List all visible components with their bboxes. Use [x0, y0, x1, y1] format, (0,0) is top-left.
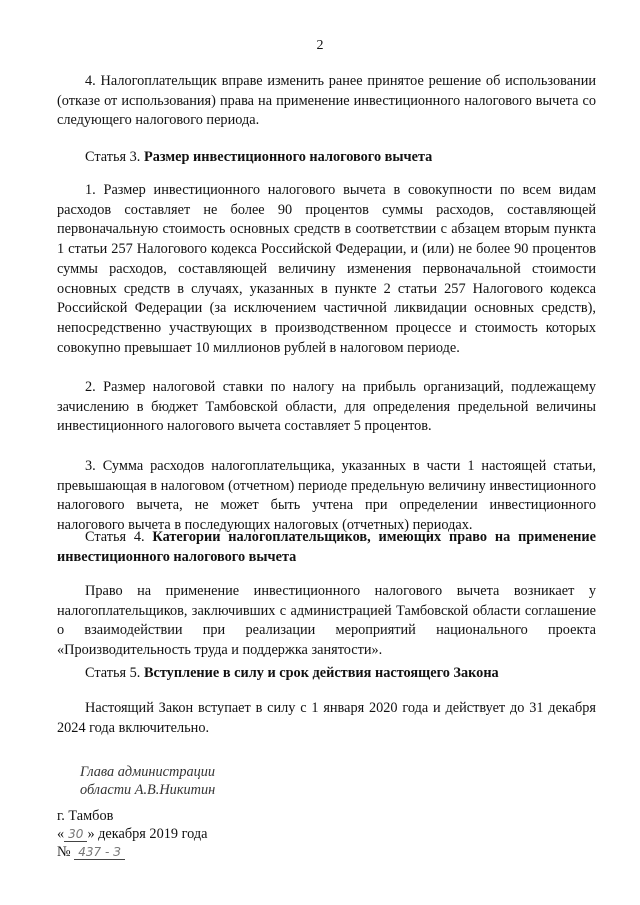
footer-date: [57, 825, 207, 843]
article2-paragraph-4: 4. Налогоплательщик вправе изменить ранее принятое решение об использовании (отказе от использования) права на применение инвестиционного налогового вычета со следующего налогового периода.: [57, 73, 596, 129]
document-number: 437 - З: [74, 845, 125, 860]
article4-title: Категории налогоплательщиков, имеющих право на применение инвестиционного налогового вычета: [57, 529, 596, 565]
date-open-quote: «: [57, 826, 65, 842]
signature-name: области А.В.Никитин: [80, 782, 216, 798]
article3-label: Статья 3.: [85, 149, 144, 165]
article3-paragraph-1: 1. Размер инвестиционного налогового вычета в совокупности по всем видам расходов составляет не более 90 процентов суммы расходов, составляющей первоначальную стоимость основных средств в соответствии с абзацем вторым пункта 1 статьи 257 Налогового кодекса Российской Федерации, и (или) не более 90 процентов суммы расходов, составляющей величину изменения первоначальной стоимости основных средств в случаях, указанных в пункте 2 статьи 257 Налогового кодекса Российской Федерации (за исключением частичной ликвидации основных средств), непосредственно участвующих в производственном процессе и стоимость которых совокупно превышает 10 миллионов рублей в налоговом периоде.: [57, 182, 596, 356]
article3-paragraph-3: 3. Сумма расходов налогоплательщика, указанных в части 1 настоящей статьи, превышающая в налоговом (отчетном) периоде предельную величину инвестиционного налогового вычета, не может быть учтена при определении инвестиционного налогового вычета в последующих налоговых (отчетных) периодах.: [57, 458, 596, 534]
article5-title: Вступление в силу и срок действия настоящего Закона: [143, 665, 499, 681]
date-rest: » декабря 2019 года: [87, 826, 208, 842]
article4-label: Статья 4.: [85, 529, 153, 545]
footer-city: г. Тамбов: [57, 808, 114, 824]
page-number: 2: [316, 38, 324, 53]
footer-number: [57, 843, 125, 861]
article4-heading: [57, 528, 596, 567]
signature-title: Глава администрации: [80, 764, 216, 780]
date-day: 30: [64, 827, 87, 842]
article3-title: Размер инвестиционного налогового вычета: [143, 149, 433, 165]
article4-paragraph-1: Право на применение инвестиционного налогового вычета возникает у налогоплательщиков, заключивших с администрацией Тамбовской области соглашение о взаимодействии при реализации мероприятий национального проекта «Производительность труда и поддержка занятости».: [57, 583, 596, 659]
article3-heading: [57, 148, 596, 168]
article5-label: Статья 5.: [85, 665, 144, 681]
article5-paragraph-1: Настоящий Закон вступает в силу с 1 января 2020 года и действует до 31 декабря 2024 года включительно.: [57, 700, 596, 736]
article5-heading: [57, 664, 596, 684]
article3-paragraph-2: 2. Размер налоговой ставки по налогу на прибыль организаций, подлежащему зачислению в бюджет Тамбовской области, для определения предельной величины инвестиционного налогового вычета составляет 5 процентов.: [57, 379, 596, 435]
number-label: №: [57, 844, 71, 860]
